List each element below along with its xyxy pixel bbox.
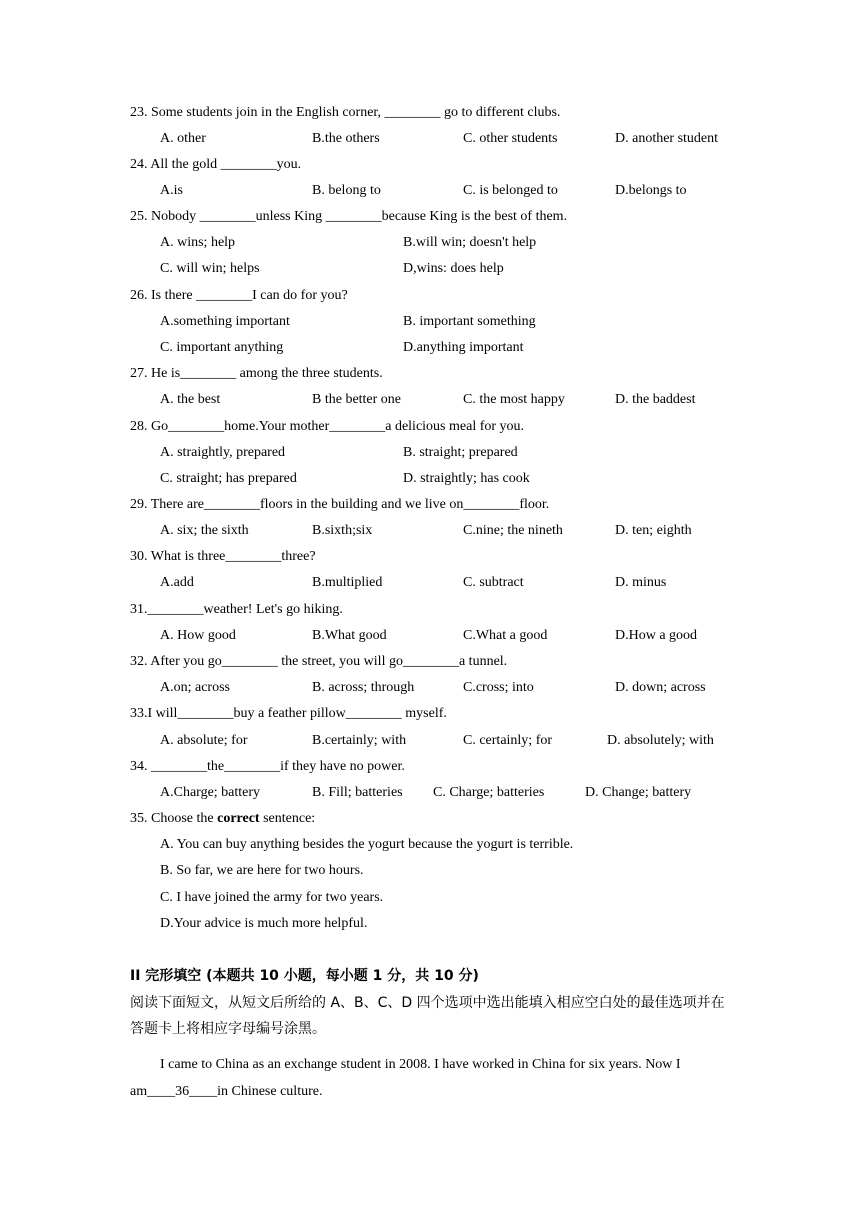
question-29-stem: 29. There are________floors in the building and we live on________floor. (130, 497, 550, 512)
question-35-option-a: A. You can buy anything besides the yogurt because the yogurt is terrible. (160, 837, 574, 852)
question-33-option-a: A. absolute; for (160, 733, 248, 748)
question-30-stem: 30. What is three________three? (130, 549, 316, 564)
question-33-option-b: B.certainly; with (312, 733, 407, 748)
passage-line-1: I came to China as an exchange student in 2008. I have worked in China for six years. Now I (160, 1057, 681, 1072)
section-2-heading: II 完形填空 (本题共 10 小题，每小题 1 分，共 10 分) (130, 968, 479, 984)
question-28-stem: 28. Go________home.Your mother________a delicious meal for you. (130, 419, 525, 434)
question-35-stem-bold: correct (217, 811, 260, 826)
question-34-stem: 34. ________the________if they have no power. (130, 759, 405, 774)
question-33-stem: 33.I will________buy a feather pillow________ myself. (130, 706, 447, 721)
question-25-option-d: D,wins: does help (403, 261, 504, 276)
question-24-option-d: D.belongs to (615, 183, 687, 198)
question-34-option-b: B. Fill; batteries (312, 785, 403, 800)
question-23-option-b: B.the others (312, 131, 380, 146)
question-34-option-d: D. Change; battery (585, 785, 692, 800)
question-29-option-c: C.nine; the nineth (463, 523, 563, 538)
question-29-option-a: A. six; the sixth (160, 523, 249, 538)
question-23-stem: 23. Some students join in the English corner, ________ go to different clubs. (130, 105, 561, 120)
question-28-option-b: B. straight; prepared (403, 445, 518, 460)
question-31-option-a: A. How good (160, 628, 236, 643)
question-35-stem-prefix: 35. Choose the (130, 811, 218, 826)
question-27-option-b: B the better one (312, 392, 402, 407)
question-27-option-c: C. the most happy (463, 392, 565, 407)
question-26-option-a: A.something important (160, 314, 290, 329)
question-31-option-d: D.How a good (615, 628, 698, 643)
question-32-option-a: A.on; across (160, 680, 230, 695)
question-32-option-b: B. across; through (312, 680, 415, 695)
question-27-option-d: D. the baddest (615, 392, 696, 407)
question-35-stem-suffix: sentence: (259, 811, 316, 826)
question-28-option-c: C. straight; has prepared (160, 471, 297, 486)
question-32-option-d: D. down; across (615, 680, 706, 695)
question-26-option-b: B. important something (403, 314, 536, 329)
question-30-option-b: B.multiplied (312, 575, 383, 590)
question-24-option-c: C. is belonged to (463, 183, 558, 198)
question-30-option-d: D. minus (615, 575, 667, 590)
question-29-option-d: D. ten; eighth (615, 523, 692, 538)
question-25-option-c: C. will win; helps (160, 261, 260, 276)
question-27-option-a: A. the best (160, 392, 221, 407)
question-24-stem: 24. All the gold ________you. (130, 157, 302, 172)
question-35-option-c: C. I have joined the army for two years. (160, 890, 384, 905)
section-2-instruction: 阅读下面短文，从短文后所给的 A、B、C、D 四个选项中选出能填入相应空白处的最佳选项并在答题卡上将相应字母编号涂黑。 (130, 995, 725, 1037)
question-32-stem: 32. After you go________ the street, you will go________a tunnel. (130, 654, 508, 669)
question-35-option-b: B. So far, we are here for two hours. (160, 863, 364, 878)
question-34-option-c: C. Charge; batteries (433, 785, 545, 800)
question-31-option-c: C.What a good (463, 628, 548, 643)
question-27-stem: 27. He is________ among the three students. (130, 366, 383, 381)
question-35-stem (130, 810, 315, 828)
question-31-option-b: B.What good (312, 628, 387, 643)
question-34-option-a: A.Charge; battery (160, 785, 261, 800)
question-30-option-a: A.add (160, 575, 194, 590)
question-33-option-d: D. absolutely; with (607, 733, 714, 748)
question-31-stem: 31.________weather! Let's go hiking. (130, 602, 343, 617)
question-35-option-d: D.Your advice is much more helpful. (160, 916, 368, 931)
question-24-option-a: A.is (160, 183, 183, 198)
question-25-stem: 25. Nobody ________unless King ________because King is the best of them. (130, 209, 568, 224)
question-23-option-c: C. other students (463, 131, 558, 146)
question-26-option-d: D.anything important (403, 340, 524, 355)
question-29-option-b: B.sixth;six (312, 523, 373, 538)
passage-line-2: am____36____in Chinese culture. (130, 1084, 323, 1099)
question-24-option-b: B. belong to (312, 183, 381, 198)
question-25-option-b: B.will win; doesn't help (403, 235, 537, 250)
question-28-option-d: D. straightly; has cook (403, 471, 530, 486)
question-23-option-d: D. another student (615, 131, 719, 146)
question-26-stem: 26. Is there ________I can do for you? (130, 288, 348, 303)
question-26-option-c: C. important anything (160, 340, 284, 355)
question-32-option-c: C.cross; into (463, 680, 534, 695)
question-25-option-a: A. wins; help (160, 235, 236, 250)
question-33-option-c: C. certainly; for (463, 733, 553, 748)
question-30-option-c: C. subtract (463, 575, 524, 590)
question-28-option-a: A. straightly, prepared (160, 445, 286, 460)
question-23-option-a: A. other (160, 131, 206, 146)
